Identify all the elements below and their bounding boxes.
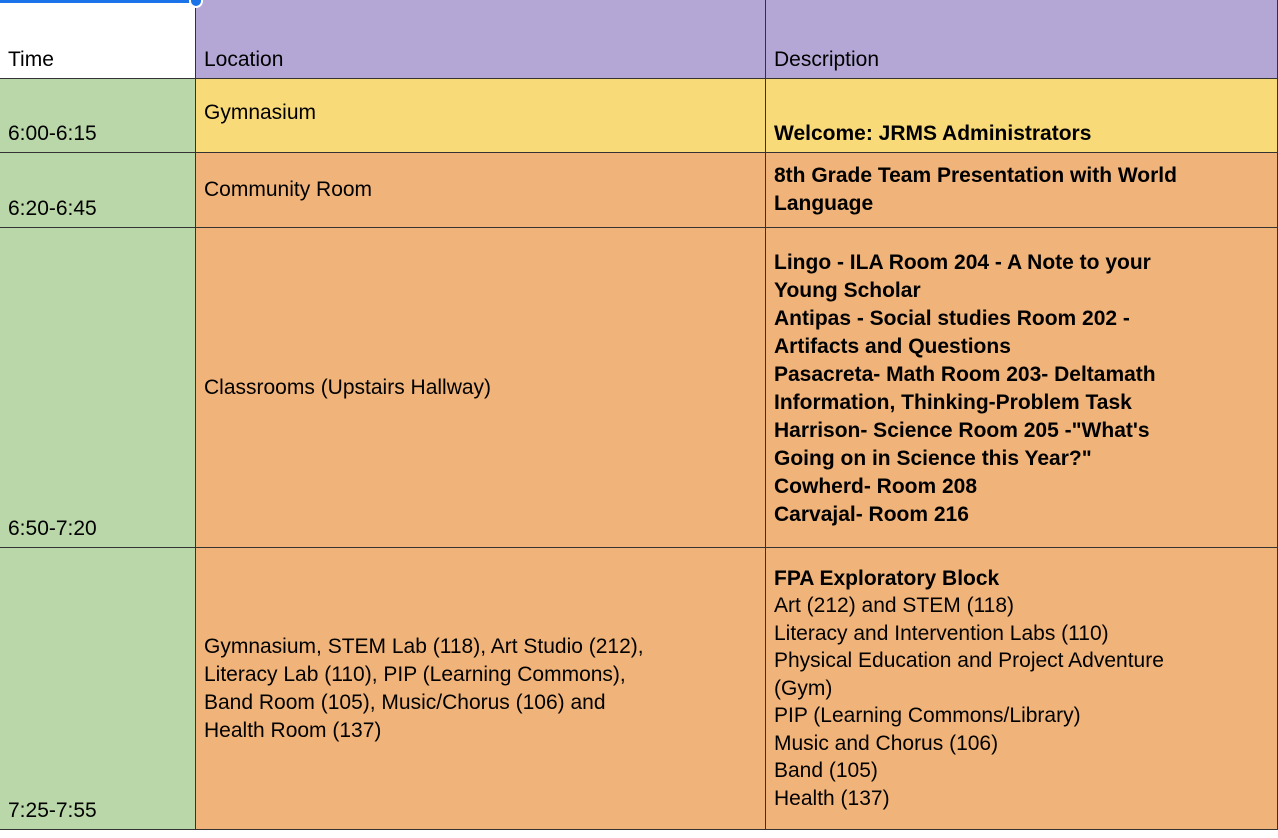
row2-time-cell[interactable] — [0, 153, 196, 228]
header-location-label: Location — [204, 48, 284, 71]
row4-description-line: Music and Chorus (106) — [774, 731, 999, 755]
row1-location-cell[interactable] — [196, 79, 766, 153]
row4-location-line: Band Room (105), Music/Chorus (106) and — [204, 690, 606, 714]
header-time-label: Time — [8, 48, 54, 71]
row4-description-line: PIP (Learning Commons/Library) — [774, 704, 1081, 728]
row2-description-line: 8th Grade Team Presentation with World — [774, 164, 1177, 187]
row1-time-cell[interactable] — [0, 79, 196, 153]
row4-time-cell[interactable] — [0, 548, 196, 830]
row4-description-heading: FPA Exploratory Block — [774, 566, 1000, 590]
row1-location: Gymnasium — [204, 101, 317, 124]
row4-description-line: Physical Education and Project Adventure — [774, 649, 1164, 673]
row3-description-line: Harrison- Science Room 205 -"What's — [774, 418, 1150, 442]
row4-time: 7:25-7:55 — [8, 799, 97, 822]
row3-description-cell[interactable] — [766, 228, 1278, 548]
row4-location-cell[interactable] — [196, 548, 766, 830]
row4-description-line: Health (137) — [774, 786, 890, 810]
header-time-cell[interactable] — [0, 0, 196, 79]
row1-description-cell[interactable] — [766, 79, 1278, 153]
row4-description-line: Literacy and Intervention Labs (110) — [774, 621, 1109, 645]
row3-description-line: Antipas - Social studies Room 202 - — [774, 306, 1130, 330]
row4-location-line: Gymnasium, STEM Lab (118), Art Studio (212), — [204, 634, 644, 658]
header-description-cell[interactable] — [766, 0, 1278, 79]
row4-location-line: Literacy Lab (110), PIP (Learning Commons), — [204, 662, 626, 686]
row1-time: 6:00-6:15 — [8, 122, 97, 145]
row1-description-line: Welcome: JRMS Administrators — [774, 122, 1092, 145]
row4-description-line: Band (105) — [774, 759, 878, 783]
row3-description-line: Information, Thinking-Problem Task — [774, 390, 1132, 414]
row2-description-line: Language — [774, 192, 874, 215]
row3-time-cell[interactable] — [0, 228, 196, 548]
row2-location: Community Room — [204, 178, 373, 201]
row2-location-cell[interactable] — [196, 153, 766, 228]
row3-description-line: Lingo - ILA Room 204 - A Note to your — [774, 250, 1151, 274]
row3-description-line: Artifacts and Questions — [774, 334, 1011, 358]
row3-description-line: Cowherd- Room 208 — [774, 474, 978, 498]
row4-description-line: Art (212) and STEM (118) — [774, 594, 1015, 618]
row3-description-line: Pasacreta- Math Room 203- Deltamath — [774, 362, 1156, 386]
row3-location-cell[interactable] — [196, 228, 766, 548]
row4-description-line: (Gym) — [774, 676, 833, 700]
row4-location-line: Health Room (137) — [204, 718, 382, 742]
row2-description-cell[interactable] — [766, 153, 1278, 228]
row3-description-line: Going on in Science this Year?" — [774, 446, 1092, 470]
row3-description-line: Young Scholar — [774, 278, 921, 302]
row2-time: 6:20-6:45 — [8, 197, 97, 220]
row3-time: 6:50-7:20 — [8, 517, 97, 540]
header-description-label: Description — [774, 48, 880, 71]
row4-description-cell[interactable] — [766, 548, 1278, 830]
selection-border — [0, 0, 196, 3]
header-location-cell[interactable] — [196, 0, 766, 79]
row3-location: Classrooms (Upstairs Hallway) — [204, 375, 492, 399]
row3-description-line: Carvajal- Room 216 — [774, 502, 969, 526]
